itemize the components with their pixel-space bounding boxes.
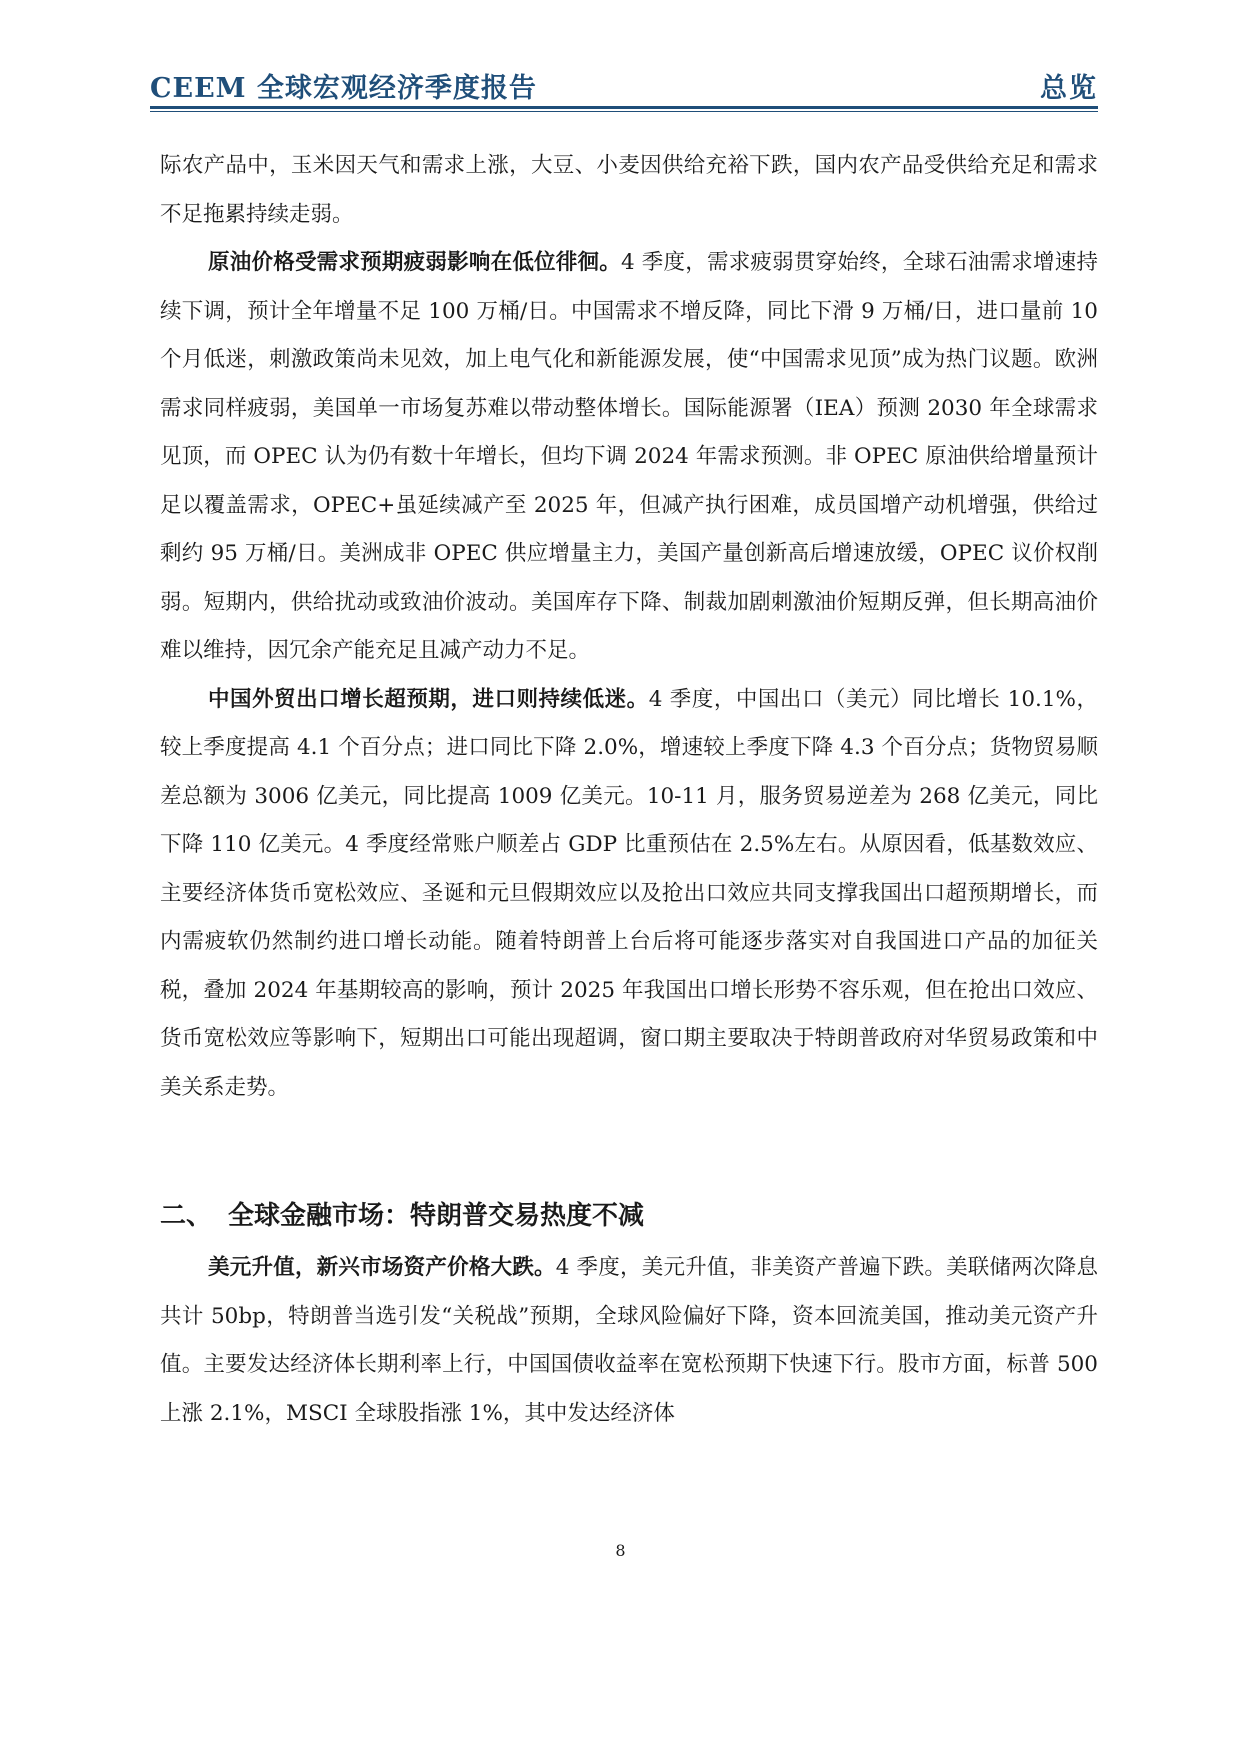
paragraph-text: 际农产品中，玉米因天气和需求上涨，大豆、小麦因供给充裕下跌，国内农产品受供给充足和需求不足拖累持续走弱。: [160, 153, 1098, 227]
report-title: CEEM 全球宏观经济季度报告: [150, 73, 537, 104]
header-rule: [150, 106, 1098, 109]
section-title: 全球金融市场：特朗普交易热度不减: [228, 1201, 645, 1231]
body-content: [160, 142, 1098, 1438]
paragraph-lead: 原油价格受需求预期疲弱影响在低位徘徊。: [208, 250, 621, 275]
paragraph-foreign-trade: [160, 676, 1098, 1113]
paragraph-lead: 美元升值，新兴市场资产价格大跌。: [208, 1255, 556, 1280]
page-number: 8: [615, 1541, 626, 1560]
header-rule-thin: [150, 111, 1098, 112]
page-header: [150, 66, 1098, 106]
paragraph-text: 4 季度，需求疲弱贯穿始终，全球石油需求增速持续下调，预计全年增量不足 100 万桶/日。中国需求不增反降，同比下滑 9 万桶/日，进口量前 10 个月低迷，刺激政策尚未见效，加上电气化和新能源发展，使“中国需求见顶”成为热门议题。欧洲需求同样疲弱，美国单一市场复苏难以带动整体增长。国际能源署（IEA）预测 2030 年全球需求见顶，而 OPEC 认为仍有数十年增长，但均下调 2024 年需求预测。非 OPEC 原油供给增量预计足以覆盖需求，OPEC+虽延续减产至 2025 年，但减产执行困难，成员国增产动机增强，供给过剩约 95 万桶/日。美洲成非 OPEC 供应增量主力，美国产量创新高后增速放缓，OPEC 议价权削弱。短期内，供给扰动或致油价波动。美国库存下降、制裁加剧刺激油价短期反弹，但长期高油价难以维持，因冗余产能充足且减产动力不足。: [160, 250, 1098, 663]
section-label: 总览: [1040, 73, 1098, 104]
section-number: 二、: [160, 1201, 213, 1231]
paragraph-text: 4 季度，美元升值，非美资产普遍下跌。美联储两次降息共计 50bp，特朗普当选引发“关税战”预期，全球风险偏好下降，资本回流美国，推动美元资产升值。主要发达经济体长期利率上行，中国国债收益率在宽松预期下快速下行。股市方面，标普 500 上涨 2.1%，MSCI 全球股指涨 1%，其中发达经济体: [160, 1255, 1098, 1426]
paragraph-text: 4 季度，中国出口（美元）同比增长 10.1%，较上季度提高 4.1 个百分点；进口同比下降 2.0%，增速较上季度下降 4.3 个百分点；货物贸易顺差总额为 3006 亿美元，同比提高 1009 亿美元。10-11 月，服务贸易逆差为 268 亿美元，同比下降 110 亿美元。4 季度经常账户顺差占 GDP 比重预估在 2.5%左右。从原因看，低基数效应、主要经济体货币宽松效应、圣诞和元旦假期效应以及抢出口效应共同支撑我国出口超预期增长，而内需疲软仍然制约进口增长动能。随着特朗普上台后将可能逐步落实对自我国进口产品的加征关税，叠加 2024 年基期较高的影响，预计 2025 年我国出口增长形势不容乐观，但在抢出口效应、货币宽松效应等影响下，短期出口可能出现超调，窗口期主要取决于特朗普政府对华贸易政策和中美关系走势。: [160, 686, 1098, 1100]
section-heading: [160, 1192, 1098, 1240]
paragraph-lead: 中国外贸出口增长超预期，进口则持续低迷。: [208, 686, 649, 712]
paragraph-financial-markets: [160, 1244, 1098, 1438]
paragraph-agriculture: [160, 142, 1098, 239]
paragraph-crude-oil: [160, 239, 1098, 676]
